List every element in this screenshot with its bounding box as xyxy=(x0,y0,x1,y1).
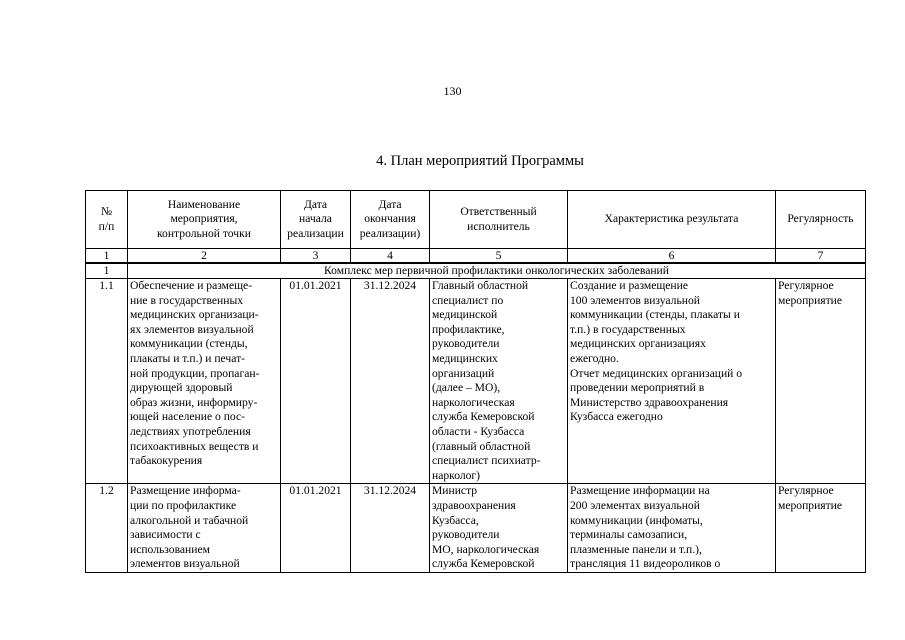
section-title: Комплекс мер первичной профилактики онкологических заболеваний xyxy=(128,263,866,279)
row-responsible: Министр здравоохранения Кузбасса, руководители МО, наркологическая служба Кемеровской xyxy=(430,484,568,573)
header-regularity: Регулярность xyxy=(776,191,866,249)
header-start-date: Дата начала реализации xyxy=(281,191,351,249)
row-end-date: 31.12.2024 xyxy=(351,484,430,573)
column-number: 1 xyxy=(86,249,128,264)
header-end-date: Дата окончания реализации) xyxy=(351,191,430,249)
header-result: Характеристика результата xyxy=(568,191,776,249)
table-row xyxy=(86,484,866,573)
table-row xyxy=(86,279,866,484)
column-number: 2 xyxy=(128,249,281,264)
row-end-date: 31.12.2024 xyxy=(351,279,430,484)
page-number: 130 xyxy=(443,84,462,98)
section-number: 1 xyxy=(86,263,128,279)
column-number: 3 xyxy=(281,249,351,264)
row-responsible: Главный областной специалист по медицинской профилактике, руководители медицинских организаций (далее – МО), наркологическая служба Кемеровской области - Кузбасса (главный областной специалист психиатр- нарколог) xyxy=(430,279,568,484)
table-header-row xyxy=(86,191,866,249)
row-name: Размещение информа- ции по профилактике алкогольной и табачной зависимости с использованием элементов визуальной xyxy=(128,484,281,573)
column-number: 4 xyxy=(351,249,430,264)
header-responsible: Ответственный исполнитель xyxy=(430,191,568,249)
page-title: 4. План мероприятий Программы xyxy=(376,153,584,169)
row-number: 1.2 xyxy=(86,484,128,573)
row-name: Обеспечение и размеще- ние в государственных медицинских организаци- ях элементов визуальной коммуникации (стенды, плакаты и т.п.) и печат- ной продукции, пропаган- дирующей здоровый образ жизни, информиру- ющей население о пос- ледствиях употребления психоактивных веществ и табакокурения xyxy=(128,279,281,484)
plan-table xyxy=(85,190,866,573)
column-number: 6 xyxy=(568,249,776,264)
column-number: 7 xyxy=(776,249,866,264)
row-result: Размещение информации на 200 элементах визуальной коммуникации (инфоматы, терминалы самозаписи, плазменные панели и т.п.), трансляция 11 видеороликов о xyxy=(568,484,776,573)
section-row xyxy=(86,263,866,279)
row-start-date: 01.01.2021 xyxy=(281,279,351,484)
row-start-date: 01.01.2021 xyxy=(281,484,351,573)
header-number: № п/п xyxy=(86,191,128,249)
row-number: 1.1 xyxy=(86,279,128,484)
row-regularity: Регулярное мероприятие xyxy=(776,279,866,484)
row-result: Создание и размещение 100 элементов визуальной коммуникации (стенды, плакаты и т.п.) в государственных медицинских организациях ежегодно. Отчет медицинских организаций о проведении мероприятий в Министерство здравоохранения Кузбасса ежегодно xyxy=(568,279,776,484)
column-number-row xyxy=(86,249,866,264)
row-regularity: Регулярное мероприятие xyxy=(776,484,866,573)
column-number: 5 xyxy=(430,249,568,264)
header-name: Наименование мероприятия, контрольной точки xyxy=(128,191,281,249)
